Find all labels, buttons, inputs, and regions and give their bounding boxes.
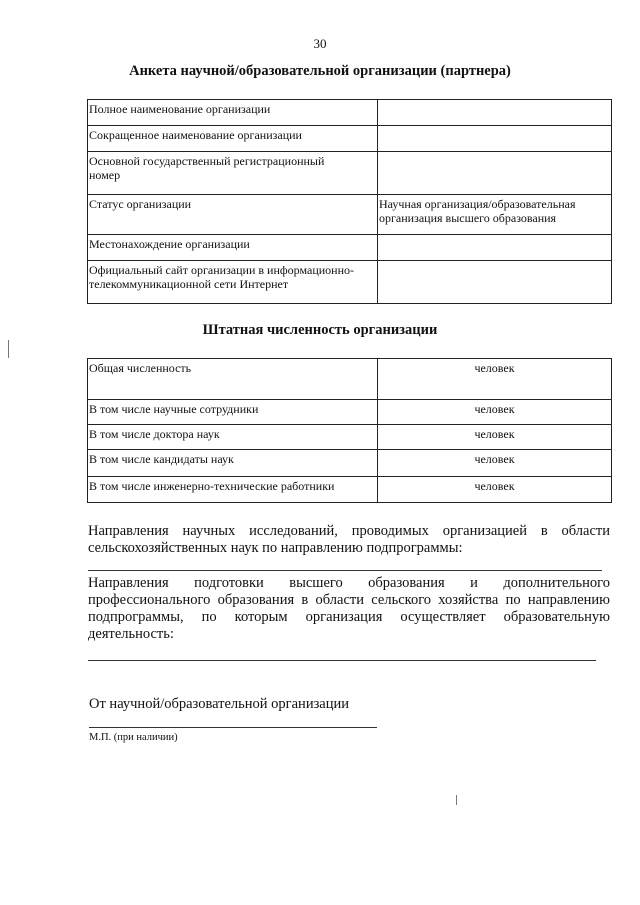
page-number: 30 bbox=[313, 36, 327, 51]
row-label bbox=[88, 152, 378, 195]
researchers-field[interactable]: человек bbox=[378, 400, 612, 425]
row-label: Сокращенное наименование организации bbox=[88, 126, 378, 152]
registration-number-field[interactable] bbox=[378, 152, 612, 195]
table-row bbox=[88, 359, 612, 400]
from-organization-label: От научной/образовательной организации bbox=[89, 696, 350, 712]
table-row bbox=[88, 195, 612, 235]
row-label: В том числе доктора наук bbox=[88, 425, 378, 450]
paragraph-line: профессионального образования в области сельского хозяйства по направлению bbox=[88, 592, 610, 608]
paragraph-line: подпрограммы, по которым организация осуществляет образовательную bbox=[88, 609, 610, 625]
scan-artifact bbox=[8, 340, 9, 358]
table-row bbox=[88, 400, 612, 425]
short-name-field[interactable] bbox=[378, 126, 612, 152]
research-directions-answer-line[interactable] bbox=[88, 570, 602, 571]
organization-info-table bbox=[87, 99, 612, 304]
signature-line[interactable] bbox=[89, 727, 377, 728]
table-row bbox=[88, 261, 612, 304]
row-label-line: Официальный сайт организации в информационно- bbox=[89, 263, 355, 277]
table-row bbox=[88, 235, 612, 261]
table-row bbox=[88, 450, 612, 477]
table-row bbox=[88, 126, 612, 152]
engineers-field[interactable]: человек bbox=[378, 477, 612, 503]
table-row bbox=[88, 152, 612, 195]
row-label bbox=[88, 261, 378, 304]
stamp-note: М.П. (при наличии) bbox=[89, 732, 178, 743]
staff-section-title: Штатная численность организации bbox=[202, 322, 438, 338]
row-label: Полное наименование организации bbox=[88, 100, 378, 126]
paragraph-line: сельскохозяйственных наук по направлению подпрограммы: bbox=[88, 540, 463, 556]
table-row bbox=[88, 100, 612, 126]
website-field[interactable] bbox=[378, 261, 612, 304]
staff-numbers-table bbox=[87, 358, 612, 503]
row-label: В том числе научные сотрудники bbox=[88, 400, 378, 425]
table-row bbox=[88, 425, 612, 450]
row-label: Статус организации bbox=[88, 195, 378, 235]
row-label: В том числе инженерно-технические работники bbox=[88, 477, 378, 503]
row-label: В том числе кандидаты наук bbox=[88, 450, 378, 477]
form-title: Анкета научной/образовательной организации (партнера) bbox=[129, 63, 511, 79]
scan-artifact bbox=[456, 795, 457, 805]
education-directions-answer-line[interactable] bbox=[88, 660, 596, 661]
status-value bbox=[378, 195, 612, 235]
full-name-field[interactable] bbox=[378, 100, 612, 126]
paragraph-line: деятельность: bbox=[88, 626, 174, 642]
row-label-line: номер bbox=[89, 168, 121, 182]
row-label-line: телекоммуникационной сети Интернет bbox=[89, 277, 289, 291]
paragraph-line: Направления научных исследований, проводимых организацией в области bbox=[88, 523, 610, 539]
status-value-line: Научная организация/образовательная bbox=[379, 197, 576, 211]
candidates-field[interactable]: человек bbox=[378, 450, 612, 477]
location-field[interactable] bbox=[378, 235, 612, 261]
paragraph-line: Направления подготовки высшего образования и дополнительного bbox=[88, 575, 610, 591]
total-staff-field[interactable]: человек bbox=[378, 359, 612, 400]
status-value-line: организация высшего образования bbox=[379, 211, 557, 225]
education-directions-text bbox=[88, 575, 610, 643]
row-label: Общая численность bbox=[88, 359, 378, 400]
table-row bbox=[88, 477, 612, 503]
research-directions-text bbox=[88, 523, 610, 557]
row-label-line: Основной государственный регистрационный bbox=[89, 154, 325, 168]
row-label: Местонахождение организации bbox=[88, 235, 378, 261]
doctors-field[interactable]: человек bbox=[378, 425, 612, 450]
